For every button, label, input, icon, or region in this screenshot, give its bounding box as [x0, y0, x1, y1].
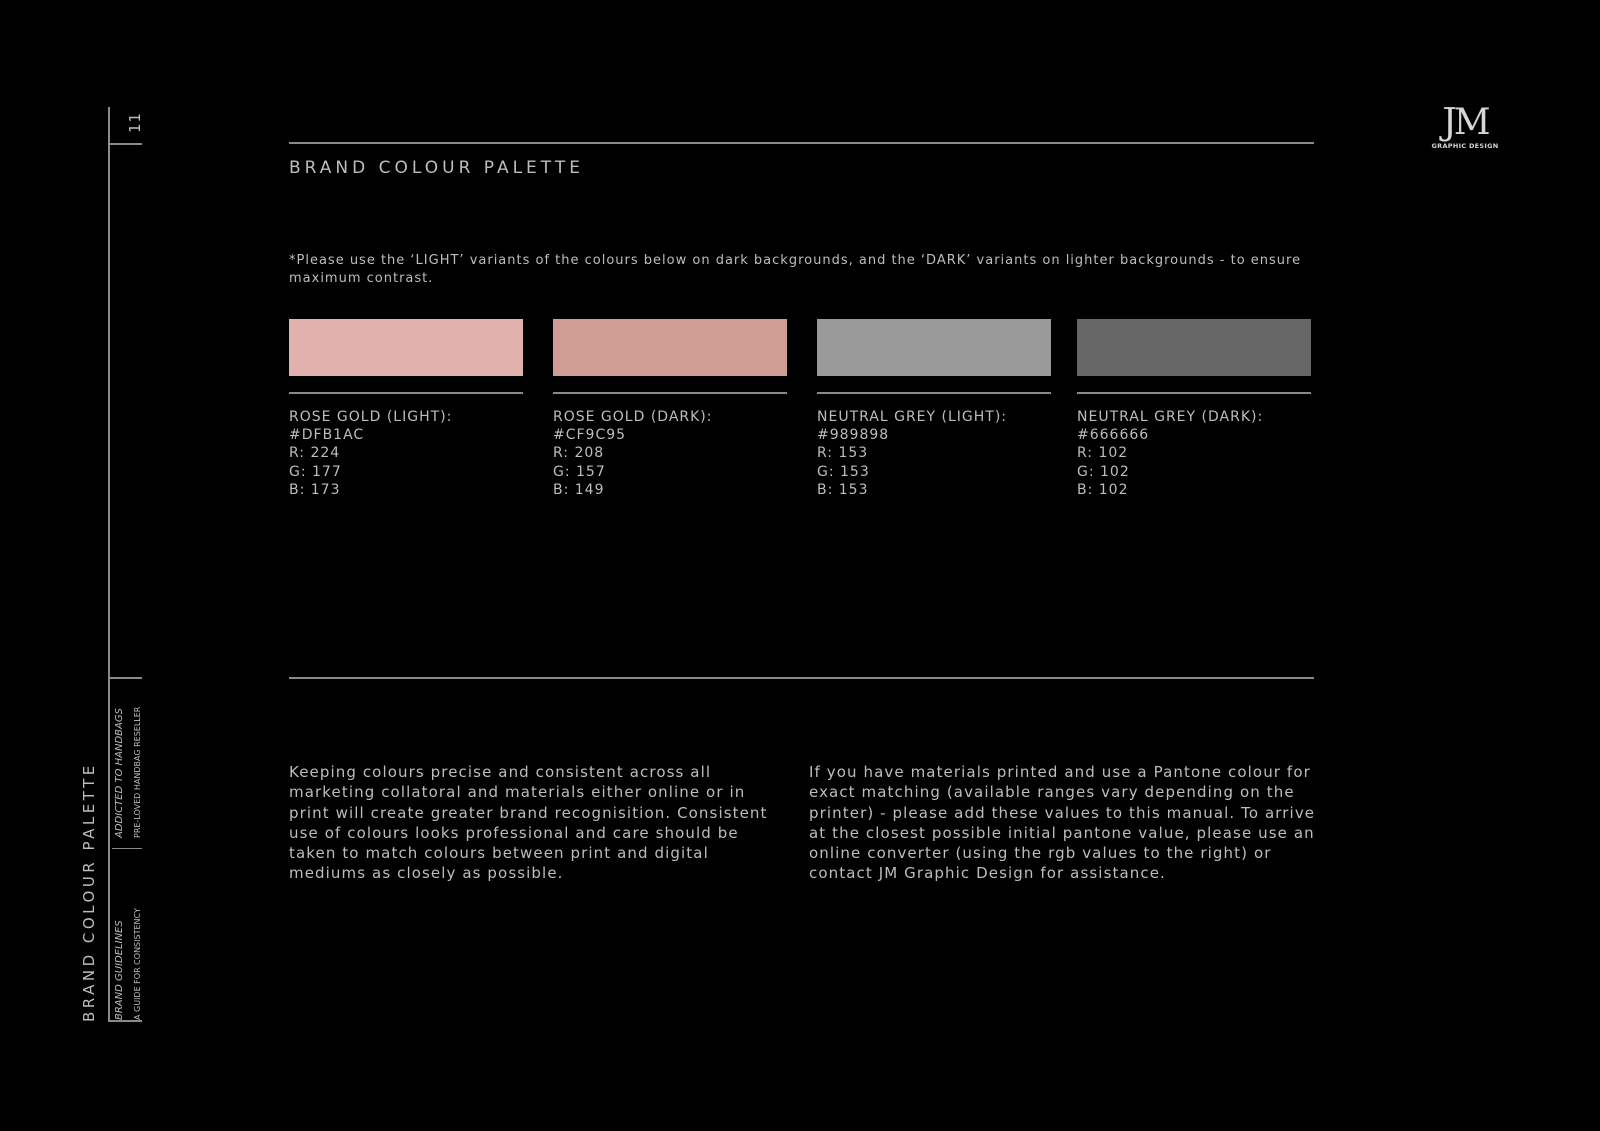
- colour-consistency-paragraph: Keeping colours precise and consistent across all marketing collatoral and materials either online or in print will create greater brand recognisition. Consistent use of colours looks professional and care should be taken to match colours between print and digital mediums as closely as possible.: [289, 763, 768, 883]
- side-doc-subtitle: A GUIDE FOR CONSISTENCY: [133, 908, 142, 1020]
- pantone-paragraph: If you have materials printed and use a Pantone colour for exact matching (available ranges vary depending on the printer) - please add these values to this manual. To arrive at the closest possible initial pantone value, please use an online converter (using the rgb values to the right) or contact JM Graphic Design for assistance.: [809, 763, 1316, 883]
- swatch-green: G: 177: [289, 463, 342, 480]
- swatch-info-neutral-grey-dark: [1077, 408, 1327, 499]
- swatch-hex: #CF9C95: [553, 427, 627, 444]
- swatch-divider: [289, 392, 523, 394]
- swatch-red: R: 208: [553, 445, 605, 462]
- swatch-red: R: 224: [289, 445, 341, 462]
- side-rail-separator: [112, 848, 142, 849]
- swatch-green: G: 153: [817, 463, 870, 480]
- logo-subtitle: GRAPHIC DESIGN: [1431, 142, 1499, 150]
- swatch-info-rose-gold-light: [289, 408, 539, 499]
- swatch-green: G: 102: [1077, 463, 1130, 480]
- contrast-note: *Please use the ‘LIGHT’ variants of the colours below on dark backgrounds, and the ‘DARK’ variants on lighter backgrounds - to ensure maximum contrast.: [289, 253, 1302, 286]
- swatch-hex: #989898: [817, 427, 890, 444]
- swatch-neutral-grey-light: [817, 319, 1051, 376]
- side-rail-tick-bottom: [108, 1020, 142, 1022]
- swatch-green: G: 157: [553, 463, 606, 480]
- swatch-name: ROSE GOLD (LIGHT):: [289, 409, 453, 425]
- page-number: 11: [126, 111, 144, 133]
- logo-mark: JM: [1442, 102, 1488, 143]
- side-rail-line: [108, 107, 110, 1022]
- page-title: BRAND COLOUR PALETTE: [289, 158, 584, 178]
- swatch-hex: #DFB1AC: [289, 427, 365, 444]
- jm-logo: [1430, 104, 1500, 150]
- swatch-neutral-grey-dark: [1077, 319, 1311, 376]
- swatch-blue: B: 149: [553, 481, 605, 498]
- side-rail-tick-middle: [108, 677, 142, 679]
- swatch-name: NEUTRAL GREY (DARK):: [1077, 409, 1264, 425]
- swatch-divider: [817, 392, 1051, 394]
- swatch-divider: [553, 392, 787, 394]
- swatch-name: ROSE GOLD (DARK):: [553, 409, 713, 425]
- swatch-red: R: 153: [817, 445, 869, 462]
- swatch-blue: B: 102: [1077, 481, 1129, 498]
- swatch-blue: B: 173: [289, 481, 341, 498]
- swatch-info-neutral-grey-light: [817, 408, 1067, 499]
- swatch-info-rose-gold-dark: [553, 408, 803, 499]
- middle-divider: [289, 677, 1314, 679]
- side-section-title: BRAND COLOUR PALETTE: [80, 762, 98, 1022]
- swatch-rose-gold-light: [289, 319, 523, 376]
- side-doc-title: BRAND GUIDELINES: [114, 920, 125, 1020]
- swatch-divider: [1077, 392, 1311, 394]
- swatch-blue: B: 153: [817, 481, 869, 498]
- top-divider: [289, 142, 1314, 144]
- swatch-rose-gold-dark: [553, 319, 787, 376]
- swatch-name: NEUTRAL GREY (LIGHT):: [817, 409, 1008, 425]
- swatch-hex: #666666: [1077, 427, 1150, 444]
- swatch-red: R: 102: [1077, 445, 1129, 462]
- side-brand-tagline: PRE-LOVED HANDBAG RESELLER: [133, 706, 142, 838]
- side-brand-name: ADDICTED TO HANDBAGS: [114, 708, 125, 838]
- side-rail-tick-top: [108, 143, 142, 145]
